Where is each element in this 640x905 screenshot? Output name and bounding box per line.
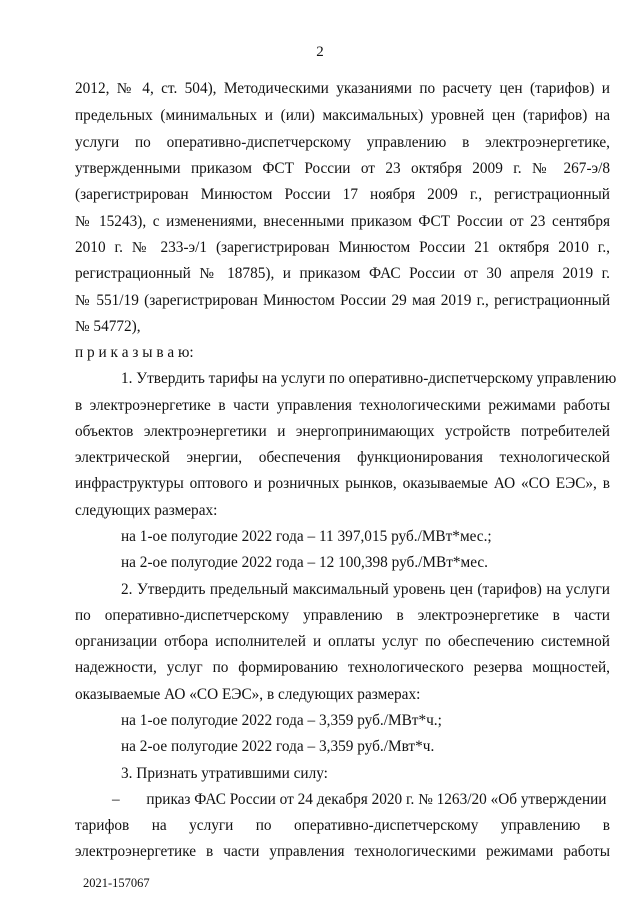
repealed-item-first-line: – приказ ФАС России от 24 декабря 2020 г. № 1263/20 «Об утверждении (112, 791, 607, 808)
document-id: 2021-157067 (83, 876, 150, 890)
text-line: оказываемые АО «СО ЕЭС», в следующих размерах: (75, 686, 421, 703)
text-line: 2012, № 4, ст. 504), Методическими указаниями по расчету цен (тарифов) и (75, 80, 610, 97)
text-line: организации отбора исполнителей и оплаты услуг по обеспечению системной (75, 633, 610, 650)
tariff-h1-2022: на 1-ое полугодие 2022 года – 11 397,015 руб./МВт*мес.; (121, 528, 492, 545)
tariff-h2-2022: на 2-ое полугодие 2022 года – 12 100,398 руб./МВт*мес. (121, 554, 488, 571)
text-line: по оперативно-диспетчерскому управлению в электроэнергетике в части (75, 607, 610, 624)
text-line: в электроэнергетике в части управления технологическими режимами работы (75, 397, 610, 414)
paragraph-3-first-line: 3. Признать утратившими силу: (121, 765, 328, 782)
paragraph-2-first-line: 2. Утвердить предельный максимальный уровень цен (тарифов) на услуги (121, 581, 610, 598)
text-line: № 15243), с изменениями, внесенными приказом ФСТ России от 23 сентября (75, 213, 610, 230)
text-line: следующих размерах: (75, 502, 218, 519)
text-line: № 54772), (75, 318, 141, 335)
text-line: инфраструктуры оптового и розничных рынков, оказываемые АО «СО ЕЭС», в (75, 475, 610, 492)
text-line: электроэнергетике в части управления технологическими режимами работы (75, 843, 610, 860)
text-line: утвержденными приказом ФСТ России от 23 октября 2009 г. № 267-э/8 (75, 160, 610, 177)
order-word: п р и к а з ы в а ю: (75, 344, 194, 361)
text-line: услуги по оперативно-диспетчерскому управлению в электроэнергетике, (75, 134, 610, 151)
text-line: объектов электроэнергетики и энергопринимающих устройств потребителей (75, 423, 610, 440)
text-line: № 551/19 (зарегистрирован Минюстом России 29 мая 2019 г., регистрационный (75, 292, 610, 309)
paragraph-1-first-line: 1. Утвердить тарифы на услуги по оперативно-диспетчерскому управлению (121, 370, 617, 387)
text-line: надежности, услуг по формированию технологического резерва мощностей, (75, 659, 610, 676)
text-line: (зарегистрирован Минюстом России 17 ноября 2009 г., регистрационный (75, 186, 610, 203)
text-line: регистрационный № 18785), и приказом ФАС России от 30 апреля 2019 г. (75, 265, 610, 282)
text-line: электрической энергии, обеспечения функционирования технологической (75, 449, 610, 466)
text-line: тарифов на услуги по оперативно-диспетчерскому управлению в (75, 817, 610, 834)
price-limit-h2-2022: на 2-ое полугодие 2022 года – 3,359 руб./Мвт*ч. (121, 738, 435, 755)
text-line: предельных (минимальных и (или) максимальных) уровней цен (тарифов) на (75, 107, 610, 124)
page-number: 2 (316, 44, 324, 60)
text-line: 2010 г. № 233-э/1 (зарегистрирован Минюстом России 21 октября 2010 г., (75, 239, 610, 256)
price-limit-h1-2022: на 1-ое полугодие 2022 года – 3,359 руб./МВт*ч.; (121, 712, 442, 729)
